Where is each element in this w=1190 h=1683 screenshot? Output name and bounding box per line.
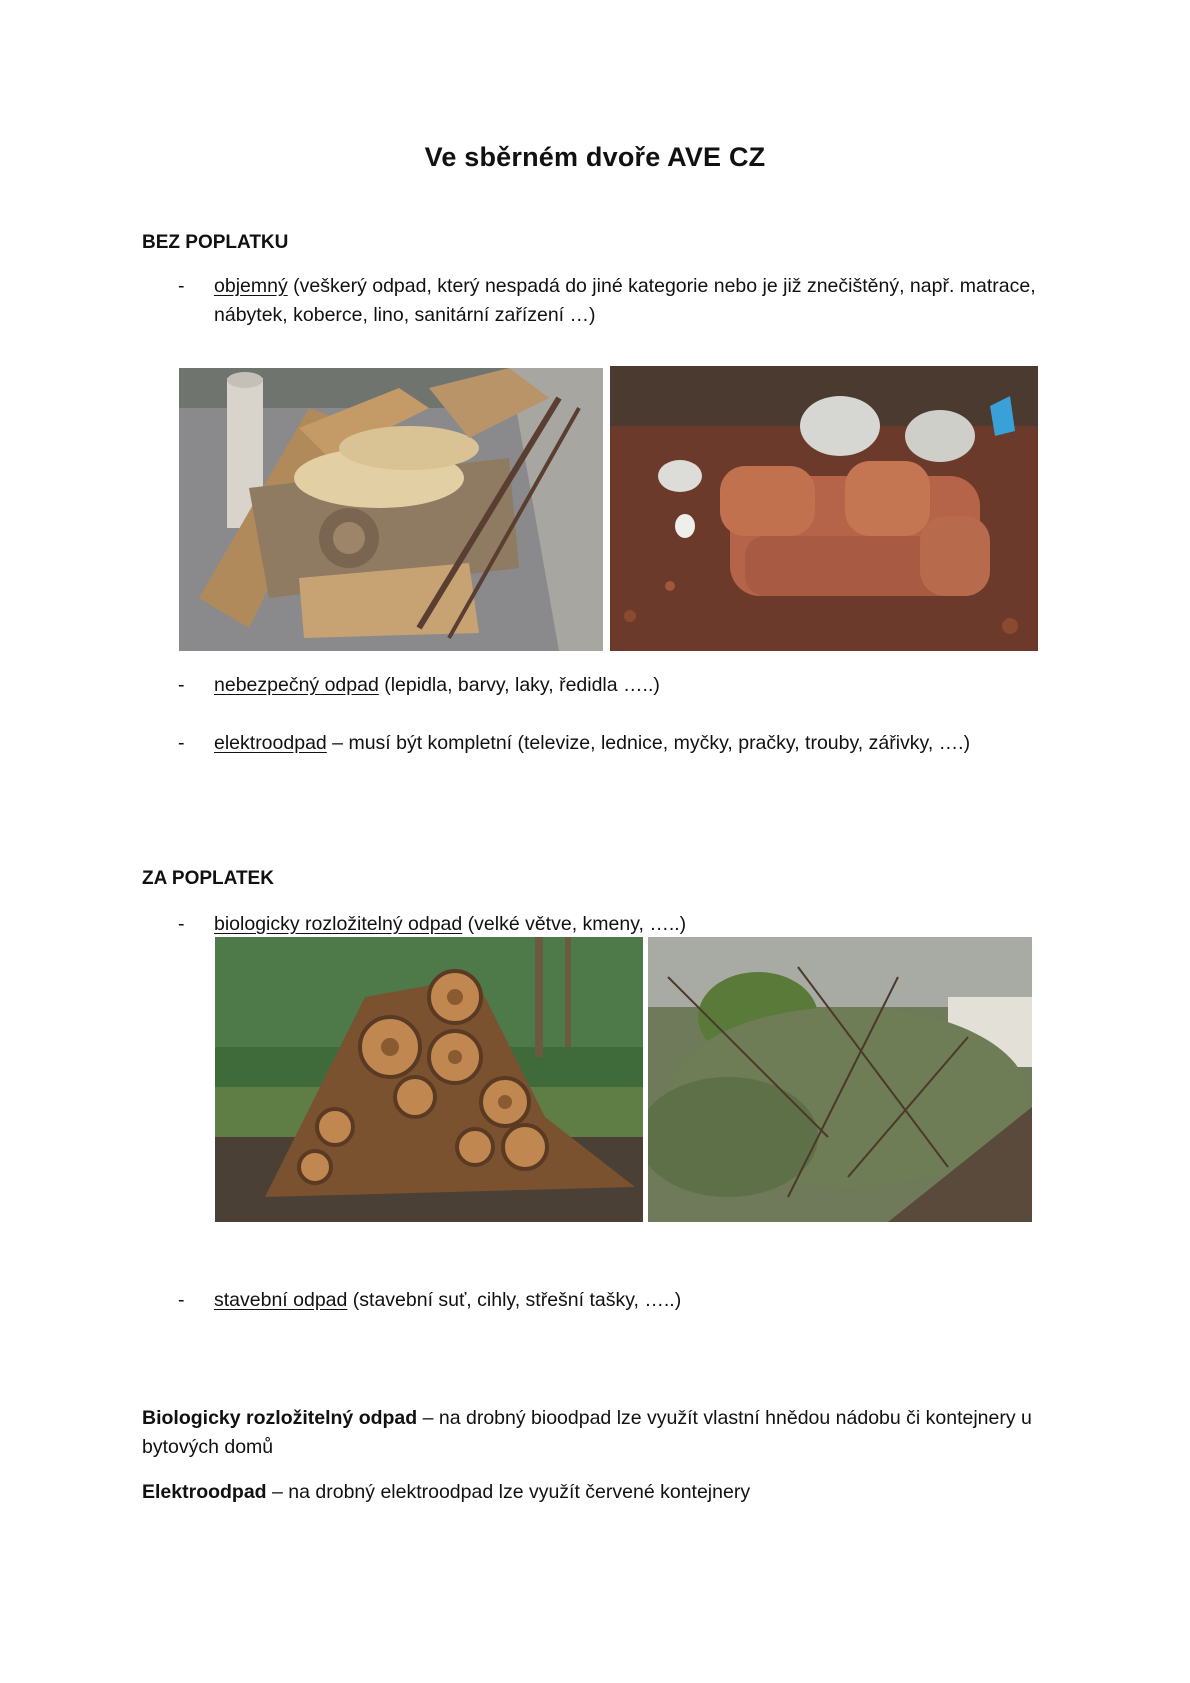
note-bio xyxy=(142,1404,1062,1462)
item-label-bio: biologicky rozložitelný odpad xyxy=(214,913,463,935)
list-item-hazardous xyxy=(178,671,1058,700)
item-desc-bio: (velké větve, kmeny, …..) xyxy=(462,913,687,935)
item-desc-construction: (stavební suť, cihly, střešní tašky, …..) xyxy=(347,1289,682,1311)
bullet-dash: - xyxy=(178,275,185,297)
section-heading-paid: ZA POPLATEK xyxy=(142,868,274,889)
item-label-construction: stavební odpad xyxy=(214,1289,348,1311)
item-desc-hazardous: (lepidla, barvy, laky, ředidla …..) xyxy=(378,674,660,696)
list-item-bulky xyxy=(178,272,1058,330)
photo-carpets-cardboard xyxy=(179,368,603,651)
page-title: Ve sběrném dvoře AVE CZ xyxy=(424,142,766,172)
bullet-dash: - xyxy=(178,732,185,754)
section-heading-free: BEZ POPLATKU xyxy=(142,232,289,253)
item-label-electro: elektroodpad xyxy=(214,732,327,754)
item-desc-bulky: (veškerý odpad, který nespadá do jiné kategorie nebo je již znečištěný, např. matrace, nábytek, koberce, lino, sanitární zařízení …) xyxy=(214,275,1036,326)
bullet-dash: - xyxy=(178,1289,185,1311)
bullet-dash: - xyxy=(178,913,185,935)
list-item-construction xyxy=(178,1286,1058,1315)
item-desc-electro: – musí být kompletní (televize, lednice, myčky, pračky, trouby, zářivky, ….) xyxy=(326,732,971,754)
list-item-bio xyxy=(178,910,1058,939)
note-electro xyxy=(142,1478,1062,1507)
note-bio-label: Biologicky rozložitelný odpad xyxy=(142,1407,418,1429)
note-electro-label: Elektroodpad xyxy=(142,1481,267,1503)
note-bio-text: – na drobný bioodpad lze využít vlastní hnědou nádobu či kontejnery u bytových domů xyxy=(142,1407,1032,1458)
item-label-bulky: objemný xyxy=(214,275,288,297)
bullet-dash: - xyxy=(178,674,185,696)
photo-brush-pile xyxy=(648,937,1032,1222)
list-item-electro xyxy=(178,729,1058,758)
photo-log-pile xyxy=(215,937,643,1222)
photo-sofa-debris xyxy=(610,366,1038,651)
note-electro-text: – na drobný elektroodpad lze využít červené kontejnery xyxy=(266,1481,751,1503)
item-label-hazardous: nebezpečný odpad xyxy=(214,674,379,696)
